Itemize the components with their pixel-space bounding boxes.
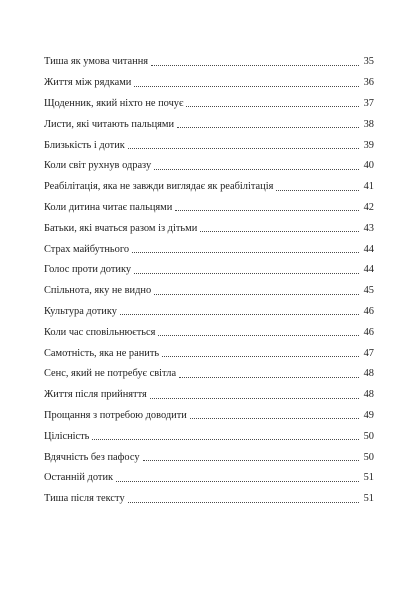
toc-entry <box>44 255 374 276</box>
toc-entry-page: 44 <box>363 243 374 255</box>
toc-entry <box>44 338 374 359</box>
toc-entry <box>44 484 374 505</box>
toc-entry-title: Близькість і дотик <box>44 139 125 151</box>
toc-entry <box>44 463 374 484</box>
toc-entry <box>44 68 374 89</box>
toc-entry-page: 40 <box>363 160 374 172</box>
toc-entry-page: 42 <box>363 201 374 213</box>
toc-entry-title: Щоденник, який ніхто не почує <box>44 97 184 109</box>
toc-entry-title: Культура дотику <box>44 305 117 317</box>
toc-entry <box>44 130 374 151</box>
toc-entry-title: Самотність, яка не ранить <box>44 347 160 359</box>
toc-entry-page: 51 <box>363 493 374 505</box>
toc-entry-title: Страх майбутнього <box>44 243 130 255</box>
toc-entry-title: Тиша після тексту <box>44 493 125 505</box>
toc-entry-page: 46 <box>363 305 374 317</box>
toc-entry-title: Цілісність <box>44 430 90 442</box>
dot-leader <box>190 418 359 419</box>
toc-entry <box>44 359 374 380</box>
toc-entry-page: 46 <box>363 326 374 338</box>
dot-leader <box>158 335 359 336</box>
toc-entry <box>44 442 374 463</box>
toc-entry-page: 36 <box>363 77 374 89</box>
dot-leader <box>134 86 359 87</box>
toc-entry-page: 43 <box>363 222 374 234</box>
dot-leader <box>143 460 359 461</box>
toc-entry-title: Останній дотик <box>44 472 114 484</box>
dot-leader <box>134 273 359 274</box>
toc-entry <box>44 297 374 318</box>
toc-entry-title: Прощання з потребою доводити <box>44 409 187 421</box>
toc-entry <box>44 89 374 110</box>
toc-entry <box>44 421 374 442</box>
toc-entry-title: Вдячність без пафосу <box>44 451 140 463</box>
toc-entry-page: 48 <box>363 368 374 380</box>
toc-entry-title: Життя після прийняття <box>44 389 147 401</box>
dot-leader <box>128 148 359 149</box>
toc-entry-title: Коли дитина читає пальцями <box>44 201 173 213</box>
toc-entry-page: 35 <box>363 56 374 68</box>
dot-leader <box>151 65 359 66</box>
toc-entry-page: 50 <box>363 430 374 442</box>
toc-entry <box>44 47 374 68</box>
dot-leader <box>179 377 359 378</box>
dot-leader <box>175 210 359 211</box>
toc-entry <box>44 317 374 338</box>
toc-entry-page: 38 <box>363 118 374 130</box>
dot-leader <box>92 439 359 440</box>
dot-leader <box>154 169 359 170</box>
toc-entry-page: 45 <box>363 285 374 297</box>
toc-entry <box>44 213 374 234</box>
toc-entry-title: Голос проти дотику <box>44 264 132 276</box>
table-of-contents <box>44 47 374 505</box>
toc-entry-title: Реабілітація, яка не завжди виглядає як реабілітація <box>44 181 274 193</box>
toc-entry <box>44 380 374 401</box>
dot-leader <box>162 356 359 357</box>
toc-entry-title: Коли світ рухнув одразу <box>44 160 152 172</box>
dot-leader <box>154 294 359 295</box>
dot-leader <box>116 481 359 482</box>
toc-entry-title: Життя між рядками <box>44 77 132 89</box>
toc-entry-title: Коли час сповільнюється <box>44 326 156 338</box>
toc-entry-title: Спільнота, яку не видно <box>44 285 152 297</box>
toc-entry-page: 51 <box>363 472 374 484</box>
toc-entry-page: 44 <box>363 264 374 276</box>
toc-entry-title: Сенс, який не потребує світла <box>44 368 177 380</box>
toc-entry-page: 50 <box>363 451 374 463</box>
dot-leader <box>177 127 359 128</box>
toc-entry <box>44 276 374 297</box>
toc-entry-title: Листи, які читають пальцями <box>44 118 175 130</box>
dot-leader <box>132 252 359 253</box>
toc-entry-page: 41 <box>363 181 374 193</box>
toc-entry-page: 49 <box>363 409 374 421</box>
toc-entry-title: Батьки, які вчаться разом із дітьми <box>44 222 198 234</box>
dot-leader <box>276 190 359 191</box>
dot-leader <box>150 398 359 399</box>
toc-entry <box>44 401 374 422</box>
toc-entry-page: 37 <box>363 97 374 109</box>
dot-leader <box>128 502 359 503</box>
dot-leader <box>186 106 359 107</box>
dot-leader <box>200 231 359 232</box>
toc-entry <box>44 109 374 130</box>
dot-leader <box>120 314 359 315</box>
toc-entry <box>44 234 374 255</box>
toc-entry-page: 47 <box>363 347 374 359</box>
toc-entry-page: 39 <box>363 139 374 151</box>
toc-entry-title: Тиша як умова читання <box>44 56 149 68</box>
toc-entry <box>44 151 374 172</box>
toc-entry <box>44 172 374 193</box>
toc-entry <box>44 193 374 214</box>
toc-entry-page: 48 <box>363 389 374 401</box>
